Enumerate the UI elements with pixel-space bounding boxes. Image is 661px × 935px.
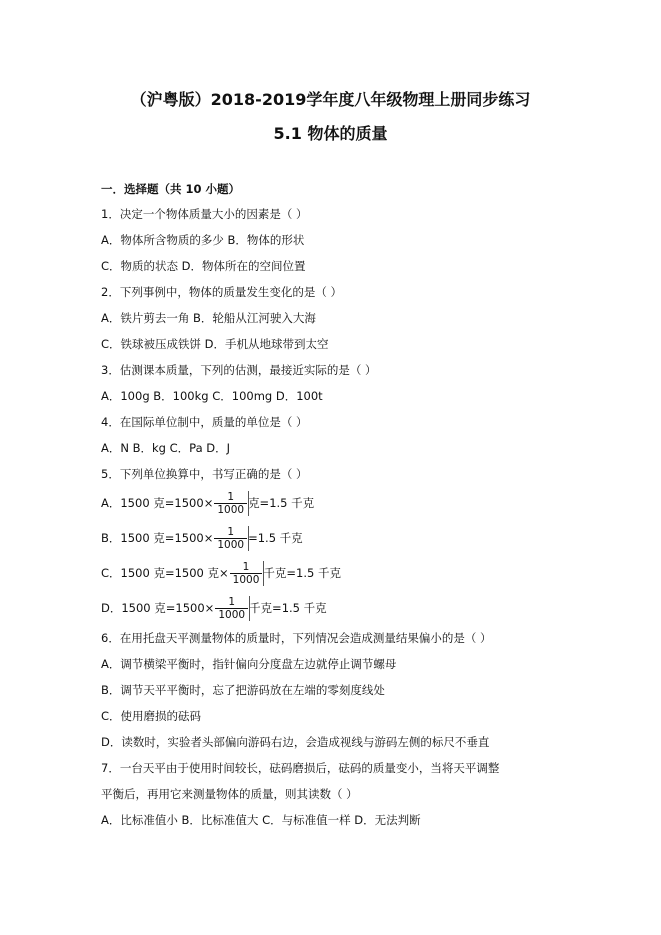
q6-option-b: B．调节天平平衡时，忘了把游码放在左端的零刻度线处	[101, 683, 385, 697]
q6-option-d: D．读数时，实验者头部偏向游码右边，会造成视线与游码左侧的标尺不垂直	[101, 735, 490, 749]
q7-options: A．比标准值小 B．比标准值大 C．与标准值一样 D．无法判断	[101, 813, 421, 827]
q1-options-ab: A．物体所含物质的多少 B．物体的形状	[101, 233, 305, 247]
document-subtitle: 5.1 物体的质量	[273, 124, 388, 143]
fraction: $\frac{1}{1000}$	[214, 526, 247, 551]
fraction: $\frac{1}{1000}$	[215, 596, 248, 621]
q7-stem-line1: 7．一台天平由于使用时间较长，砝码磨损后，砝码的质量变小，当将天平调整	[101, 761, 500, 775]
q7-stem-line2: 平衡后，再用它来测量物体的质量，则其读数（ ）	[101, 787, 358, 801]
fraction: $\frac{1}{1000}$	[230, 561, 263, 586]
q2-options-ab: A．铁片剪去一角 B．轮船从江河驶入大海	[101, 311, 316, 325]
document-title: （沪粤版）2018-2019学年度八年级物理上册同步练习	[130, 90, 531, 109]
q4-options: A．N B．kg C．Pa D．J	[101, 441, 231, 455]
q5-stem: 5．下列单位换算中，书写正确的是（ ）	[101, 467, 308, 481]
q5-option-b: B．1500 克=1500× $\frac{1}{1000}$ =1.5 千克	[101, 526, 303, 551]
q2-stem: 2．下列事例中，物体的质量发生变化的是（ ）	[101, 285, 342, 299]
q5-option-d: D．1500 克=1500× $\frac{1}{1000}$ 千克=1.5 千克	[101, 596, 327, 621]
q3-stem: 3．估测课本质量，下列的估测，最接近实际的是（ ）	[101, 363, 377, 377]
q5-option-a: A．1500 克=1500× $\frac{1}{1000}$ 克=1.5 千克	[101, 491, 315, 516]
q6-option-a: A．调节横梁平衡时，指针偏向分度盘左边就停止调节螺母	[101, 657, 397, 671]
section-heading: 一．选择题（共 10 小题）	[101, 182, 241, 196]
q5-option-c: C．1500 克=1500 克× $\frac{1}{1000}$ 千克=1.5 千克	[101, 561, 341, 586]
q1-stem: 1．决定一个物体质量大小的因素是（ ）	[101, 207, 308, 221]
fraction: $\frac{1}{1000}$	[214, 491, 247, 516]
q6-option-c: C．使用磨损的砝码	[101, 709, 202, 723]
q4-stem: 4．在国际单位制中，质量的单位是（ ）	[101, 415, 308, 429]
q1-options-cd: C．物质的状态 D．物体所在的空间位置	[101, 259, 306, 273]
q6-stem: 6．在用托盘天平测量物体的质量时，下列情况会造成测量结果偏小的是（ ）	[101, 631, 492, 645]
q3-options: A．100g B．100kg C．100mg D．100t	[101, 389, 323, 403]
q2-options-cd: C．铁球被压成铁饼 D．手机从地球带到太空	[101, 337, 329, 351]
